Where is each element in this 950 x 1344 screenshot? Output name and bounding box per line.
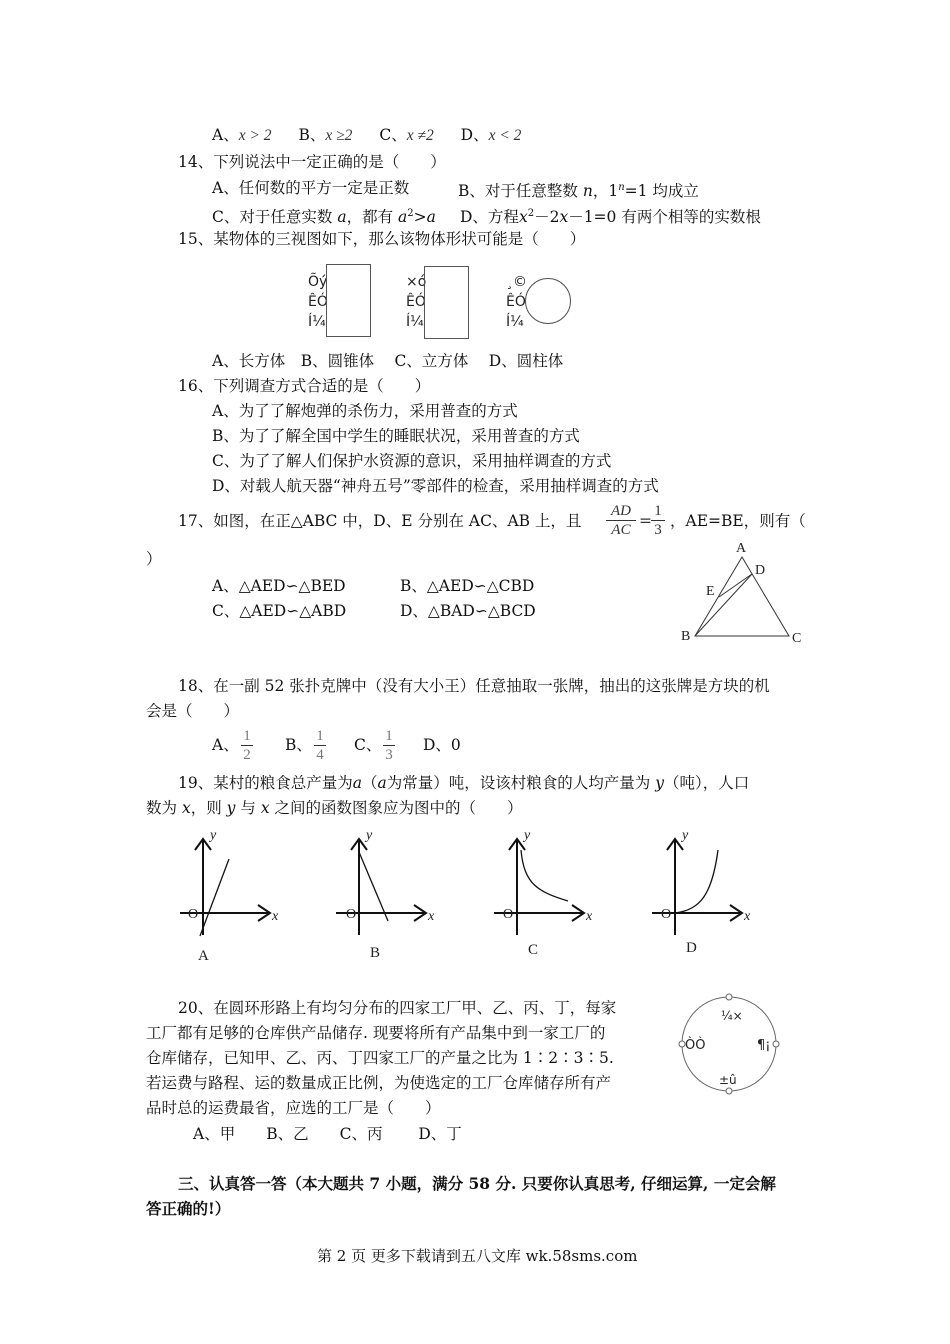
q18-option-c-fraction	[383, 727, 395, 764]
q19-graph-c-caption: C	[528, 942, 539, 958]
q20-stem-line4: 若运费与路程、运的数量成正比例，为使选定的工厂仓库储存所有产	[146, 1074, 612, 1092]
q19-graph-d-curve	[675, 850, 718, 913]
q17-val-num: 1	[654, 503, 662, 519]
section3-heading-line2: 答正确的!）	[146, 1199, 231, 1218]
q15-view-top-l3: Í¼	[506, 314, 524, 330]
q17-val-den: 3	[651, 520, 665, 539]
q17-frac-num: AD	[611, 503, 631, 519]
q15-front-view-rect	[326, 264, 372, 338]
q19-var-a2: a	[377, 774, 387, 792]
q14-c-text: C、对于任意实数	[212, 208, 333, 227]
q20-factory-right-marker	[773, 1041, 779, 1047]
q14-option-a: A、任何数的平方一定是正数	[212, 179, 410, 197]
q18-c-den: 3	[383, 745, 395, 764]
q17-frac-den: AC	[606, 520, 636, 539]
q15-view-front-caption	[308, 272, 328, 332]
q20-options: A、甲 B、乙 C、丙 D、丁	[193, 1125, 462, 1143]
q14-d-text3: －1=0 有两个相等的实数根	[568, 208, 761, 227]
q14-d-var2: x	[559, 208, 569, 227]
q14-b-text: B、对于任意整数	[458, 182, 578, 201]
q20-label-left: ÒÒ	[685, 1038, 706, 1053]
q19-stem-line1	[178, 773, 749, 793]
q18-stem-line2: 会是（ ）	[146, 702, 240, 720]
q17-label-d: D	[755, 563, 766, 578]
q20-label-top: ¼×	[721, 1009, 743, 1023]
q20-stem-line2: 工厂都有足够的仓库供产品储存. 现要将所有产品集中到一家工厂的	[146, 1024, 606, 1042]
q19-s2: （	[361, 774, 378, 792]
q13-expr-a: x > 2	[238, 127, 272, 144]
q18-option-a-fraction	[241, 727, 253, 764]
q19-graph-d-x-label: x	[744, 909, 751, 924]
q15-side-view-rect	[424, 266, 470, 340]
q19-graph-c-origin: O	[503, 907, 514, 922]
q19-graph-a	[170, 830, 280, 950]
q20-stem-line3: 仓库储存，已知甲、乙、丙、丁四家工厂的产量之比为 1∶2∶3∶5.	[146, 1049, 614, 1067]
section3-heading-line1: 三、认真答一答（本大题共 7 小题，满分 58 分. 只要你认真思考, 仔细运算, 一定会解	[178, 1174, 776, 1193]
q19-t3: 与	[240, 799, 256, 817]
q18-stem-line1: 18、在一副 52 张扑克牌中（没有大小王）任意抽取一张牌，抽出的这张牌是方块的机	[178, 677, 770, 695]
q20-label-bottom: ±û	[719, 1073, 737, 1087]
q18-a-num: 1	[243, 728, 251, 744]
q19-graph-b-y-label: y	[366, 828, 373, 843]
q19-t2: ，则	[190, 799, 222, 817]
q17-label-e: E	[706, 584, 715, 599]
q15-view-top-l2: ÊÓ	[506, 294, 526, 310]
q14-d-sup: 2	[527, 208, 535, 219]
q19-var-x2: x	[260, 799, 270, 817]
q14-c-sup: 2	[407, 208, 414, 219]
q18-option-d: D、0	[423, 736, 461, 754]
q13-opt-a: A、	[212, 126, 239, 144]
q16-option-b: B、为了了解全国中学生的睡眠状况，采用普查的方式	[212, 427, 580, 445]
q19-graph-a-curve	[200, 859, 229, 936]
q18-a-den: 2	[241, 745, 253, 764]
q19-t4: 之间的函数图象应为图中的（ ）	[274, 799, 523, 817]
q14-option-d	[460, 204, 761, 227]
q18-c-num: 1	[385, 728, 393, 744]
q14-option-b	[458, 178, 699, 201]
q19-graph-a-y-label: y	[210, 828, 217, 843]
q19-graph-d-caption: D	[686, 940, 697, 956]
q16-option-d: D、对载人航天器“神舟五号”零部件的检查，采用抽样调查的方式	[212, 477, 659, 495]
q14-b-var: n	[582, 182, 593, 201]
q18-b-den: 4	[314, 745, 326, 764]
q18-option-a-label: A、	[212, 736, 239, 754]
q16-option-c: C、为了了解人们保护水资源的意识，采用抽样调查的方式	[212, 452, 612, 470]
q17-stem-part2: ，AE=BE，则有（	[670, 512, 806, 530]
q19-graph-d-y-label: y	[682, 828, 689, 843]
q17-stem-part1: 17、如图，在正△ABC 中，D、E 分别在 AC、AB 上，且	[178, 512, 582, 530]
q13-expr-c: x ≠2	[406, 127, 434, 144]
q19-graph-c-x-label: x	[586, 909, 593, 924]
q19-graph-d-origin: O	[661, 907, 672, 922]
q17-option-b: B、△AED∽△CBD	[400, 577, 535, 595]
q17-fraction-one-third	[651, 502, 665, 539]
q13-options	[212, 125, 521, 146]
q19-graph-b-x-label: x	[428, 909, 435, 924]
q19-graph-a-caption: A	[198, 948, 209, 964]
q19-t1: 数为	[146, 799, 178, 817]
q19-graph-b-curve	[359, 852, 388, 921]
q18-option-c-label: C、	[354, 736, 382, 754]
q14-d-var: x	[518, 208, 528, 227]
q15-view-side-l2: ÊÓ	[406, 294, 426, 310]
q14-d-text2: －2	[534, 208, 560, 227]
q19-graph-b-caption: B	[370, 945, 381, 961]
q18-b-num: 1	[316, 728, 324, 744]
q13-opt-c: C、	[379, 126, 407, 144]
q18-option-b-fraction	[314, 727, 326, 764]
q15-view-front-l2: ÊÓ	[308, 294, 328, 310]
q13-expr-b: x ≥2	[325, 127, 353, 144]
q15-view-side-l3: Í¼	[406, 314, 424, 330]
q19-graph-c-y-label: y	[524, 828, 531, 843]
q19-var-y2: y	[226, 799, 236, 817]
q19-graph-b	[326, 830, 436, 950]
q15-view-side-l1: ×ó	[406, 274, 427, 290]
q14-c-var: a	[337, 208, 347, 227]
q20-stem-line5: 品时总的运费最省，应选的工厂是（ ）	[146, 1099, 441, 1117]
q14-b-sup: n	[618, 182, 625, 193]
q13-expr-d: x < 2	[488, 127, 522, 144]
q14-d-text: D、方程	[460, 208, 519, 227]
q15-view-front-l3: Í¼	[308, 314, 326, 330]
q19-s3: 为常量）吨，设该村粮食的人均产量为	[386, 774, 651, 792]
q19-var-y: y	[655, 774, 664, 792]
q17-fraction-ad-ac	[606, 502, 636, 539]
q19-graph-a-origin: O	[188, 907, 199, 922]
page-footer: 第 2 页 更多下载请到五八文库 wk.58sms.com	[317, 1247, 638, 1265]
q14-b-text2: ，1	[592, 182, 619, 201]
q19-graph-c-curve	[521, 850, 568, 901]
q20-factory-top-marker	[726, 994, 732, 1000]
q15-view-front-l1: Õý	[308, 274, 328, 290]
q20-stem-line1: 20、在圆环形路上有均匀分布的四家工厂甲、乙、丙、丁，每家	[178, 999, 617, 1017]
q14-c-var3: a	[426, 208, 436, 227]
q15-stem: 15、某物体的三视图如下，那么该物体形状可能是（ ）	[178, 230, 586, 248]
q17-option-c: C、△AED∽△ABD	[212, 602, 347, 620]
q15-top-view-circle	[524, 278, 574, 328]
q13-opt-d: D、	[460, 126, 489, 144]
q13-opt-b: B、	[298, 126, 326, 144]
q19-s4: （吨），人口	[663, 774, 750, 792]
q17-stem-part3: ）	[146, 550, 162, 568]
q14-c-var2: a	[398, 208, 408, 227]
q17-label-c: C	[792, 631, 802, 646]
q17-label-a: A	[736, 541, 747, 556]
q16-stem: 16、下列调查方式合适的是（ ）	[178, 377, 431, 395]
q19-stem-line2	[146, 798, 523, 818]
q17-option-a: A、△AED∽△BED	[212, 577, 346, 595]
q15-view-top-l1: ¸©	[506, 274, 527, 290]
q14-stem: 14、下列说法中一定正确的是（ ）	[178, 153, 446, 171]
q14-c-gt: >	[413, 208, 427, 227]
q19-var-a: a	[352, 774, 362, 792]
q19-s1: 19、某村的粮食总产量为	[178, 774, 353, 792]
q18-option-b-label: B、	[285, 736, 312, 754]
q17-equals: =	[639, 512, 652, 530]
q19-var-x: x	[181, 799, 191, 817]
q14-option-c	[212, 204, 436, 227]
q20-label-right: ¶¡	[757, 1038, 771, 1053]
q17-label-b: B	[681, 629, 691, 644]
q17-option-d: D、△BAD∽△BCD	[400, 602, 536, 620]
q14-c-text2: ，都有	[346, 208, 394, 227]
q19-graph-a-x-label: x	[272, 909, 279, 924]
q15-options: A、长方体 B、圆锥体 C、立方体 D、圆柱体	[212, 352, 564, 370]
q19-graph-b-origin: O	[346, 907, 357, 922]
q16-option-a: A、为了了解炮弹的杀伤力，采用普查的方式	[212, 402, 518, 420]
q19-graph-d	[642, 830, 752, 950]
q19-graph-c	[484, 830, 594, 950]
q14-b-text3: =1 均成立	[624, 182, 699, 201]
